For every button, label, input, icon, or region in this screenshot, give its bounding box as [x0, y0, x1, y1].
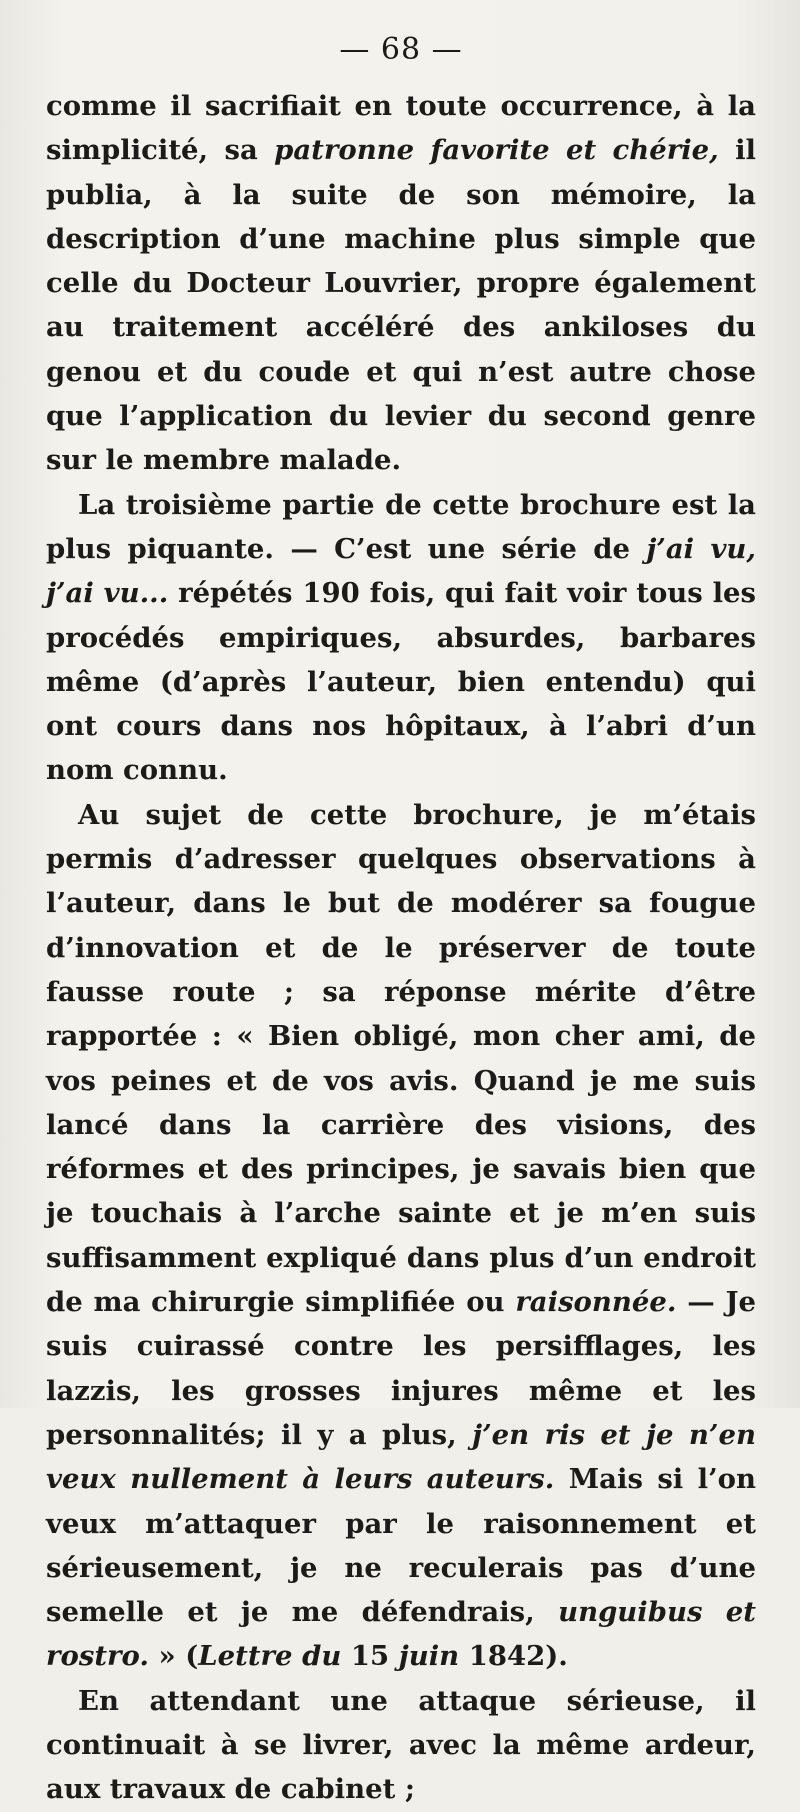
- text-run: 15: [341, 1640, 399, 1673]
- paragraph: [46, 483, 756, 793]
- italic-text: raisonnée.: [515, 1286, 677, 1319]
- italic-text: Lettre du: [198, 1640, 342, 1673]
- text-run: Mais si l’on veux m’attaquer par le raisonnement et sérieusement, je ne reculerais pas d’une semelle et je me défendrais,: [46, 1463, 756, 1629]
- text-run: En attendant une attaque sérieuse, il continuait à se livrer, avec la même ardeur, aux travaux de cabinet ;: [46, 1684, 756, 1806]
- italic-text: juin: [398, 1640, 460, 1673]
- page-number: — 68 —: [339, 32, 463, 67]
- text-run: 1842).: [459, 1640, 568, 1673]
- text-run: Au sujet de cette brochure, je m’étais permis d’adresser quelques observations à l’auteur, dans le but de modérer sa fougue d’innovation et de le préserver de toute fausse route ; sa réponse mérite d’être rapportée : « Bien obligé, mon cher ami, de vos peines et de vos avis. Quand je me suis lancé dans la carrière des visions, des réformes et des principes, je savais bien que je touchais à l’arche sainte et je m’en suis suffisamment expliqué dans plus d’un endroit de ma chirurgie simplifiée ou: [46, 798, 756, 1319]
- paragraph: [46, 1679, 756, 1812]
- paragraph: [46, 793, 756, 1679]
- paragraph: [46, 84, 756, 483]
- text-run: comme il sacrifiait en toute occurrence, à la simplicité, sa: [46, 90, 756, 167]
- italic-text: j’ai vu, j’ai vu...: [46, 532, 756, 610]
- text-run: La troisième partie de cette brochure est la plus piquante. — C’est une série de: [46, 488, 756, 565]
- italic-text: patronne favorite et chérie,: [274, 134, 719, 167]
- text-run: répétés 190 fois, qui fait voir tous les procédés empiriques, absurdes, barbares même (d’après l’auteur, bien entendu) qui ont cours dans nos hôpitaux, à l’abri d’un nom connu.: [46, 577, 757, 787]
- italic-text: unguibus et rostro.: [46, 1596, 756, 1673]
- italic-text: j’en ris et je n’en veux nullement à leurs auteurs.: [46, 1418, 756, 1496]
- text-run: — Je suis cuirassé contre les persifflages, les lazzis, les grosses injures même et les personnalités; il y a plus,: [46, 1286, 757, 1451]
- text-run: il publia, à la suite de son mémoire, la description d’une machine plus simple que celle du Docteur Louvrier, propre également au traitement accéléré des ankiloses du genou et du coude et qui n’est autre chose que l’application du levier du second genre sur le membre malade.: [46, 134, 757, 477]
- text-run: » (: [148, 1640, 199, 1673]
